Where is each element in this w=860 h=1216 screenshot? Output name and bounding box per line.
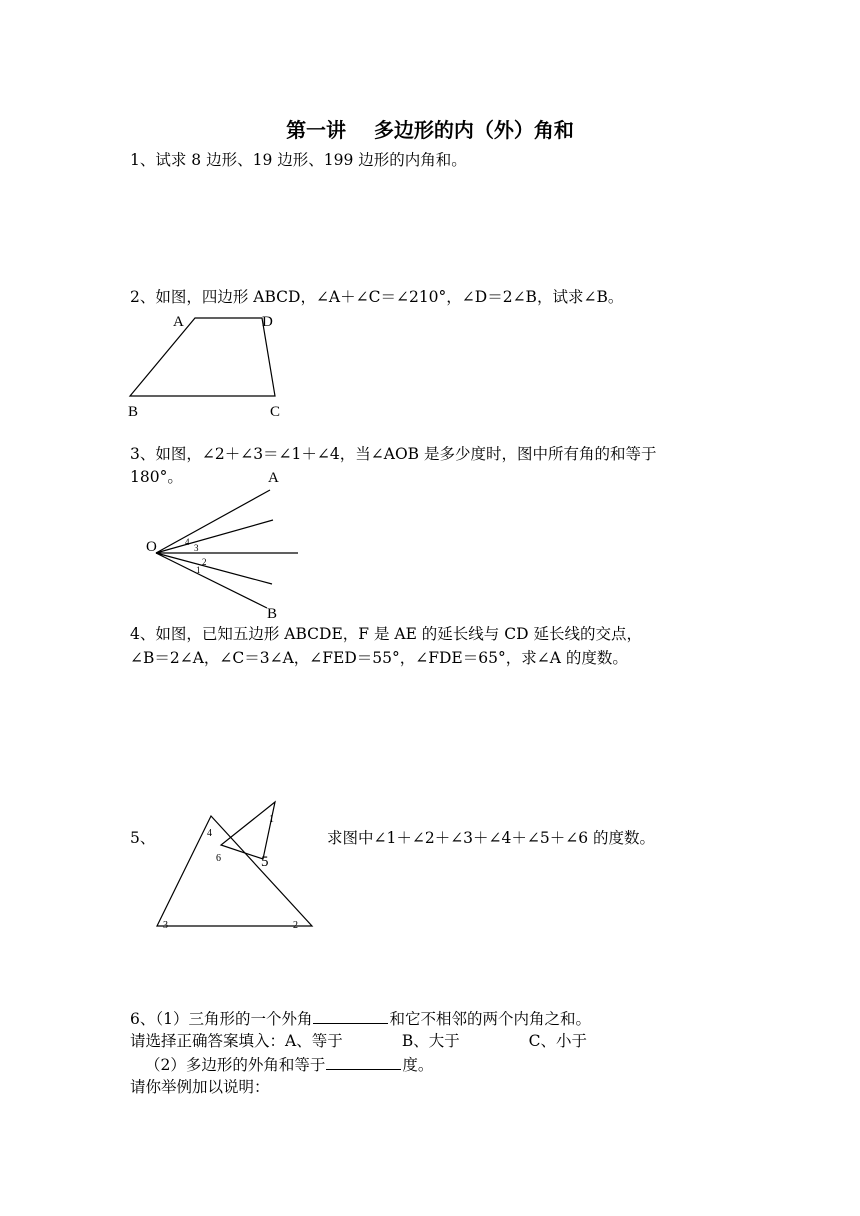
angle-2-label: 2: [293, 920, 298, 931]
page-title: 第一讲 多边形的内（外）角和: [286, 118, 574, 142]
answer-blank-2[interactable]: [326, 1054, 401, 1070]
question-5-text: 求图中∠1＋∠2＋∠3＋∠4＋∠5＋∠6 的度数。: [327, 829, 656, 847]
question-6-part-1: [130, 1008, 591, 1029]
question-4-line-2: ∠B＝2∠A，∠C＝3∠A，∠FED＝55°，∠FDE＝65°，求∠A 的度数。: [130, 649, 628, 667]
angle-1-label: 1: [196, 565, 201, 575]
answer-blank-1[interactable]: [313, 1008, 388, 1024]
angle-1-label: 1: [269, 814, 274, 825]
question-4-line-1: 4、如图，已知五边形 ABCDE，F 是 AE 的延长线与 CD 延长线的交点，: [130, 625, 642, 643]
angle-4-label: 4: [207, 828, 212, 839]
question-6-example: 请你举例加以说明：: [130, 1078, 270, 1096]
question-3-line-1: 3、如图，∠2＋∠3＝∠1＋∠4，当∠AOB 是多少度时，图中所有角的和等于: [130, 445, 657, 463]
label-a: A: [268, 470, 279, 486]
question-6-part-1-after: 和它不相邻的两个内角之和。: [389, 1010, 591, 1028]
angle-2-label: 2: [202, 557, 207, 567]
question-6-part-2: [145, 1054, 433, 1075]
triangles-figure: [150, 795, 320, 935]
angle-4-label: 4: [185, 537, 190, 547]
angle-5-label: 5: [261, 854, 269, 870]
question-3-line-2: 180°。: [130, 468, 183, 486]
label-b: B: [267, 606, 278, 622]
angle-3-label: 3: [163, 920, 168, 931]
label-d: D: [262, 314, 273, 330]
label-c: C: [270, 404, 281, 420]
question-5-number: 5、: [130, 829, 156, 847]
question-2: 2、如图，四边形 ABCD，∠A＋∠C＝∠210°，∠D＝2∠B，试求∠B。: [130, 288, 624, 306]
label-a: A: [173, 314, 184, 330]
question-6-part-1-before: 6、（1）三角形的一个外角: [130, 1010, 313, 1028]
quadrilateral-figure: [120, 308, 300, 423]
question-6-choices: 请选择正确答案填入：A、等于 B、大于 C、小于: [130, 1032, 588, 1050]
angle-6-label: 6: [216, 853, 221, 864]
angle-3-label: 3: [194, 543, 199, 553]
label-o: O: [146, 539, 157, 555]
question-6-part-2-before: （2）多边形的外角和等于: [145, 1056, 326, 1074]
angle-figure: [140, 466, 310, 624]
label-b: B: [128, 404, 139, 420]
question-6-part-2-after: 度。: [402, 1056, 434, 1074]
question-1: 1、试求 8 边形、19 边形、199 边形的内角和。: [130, 151, 467, 169]
